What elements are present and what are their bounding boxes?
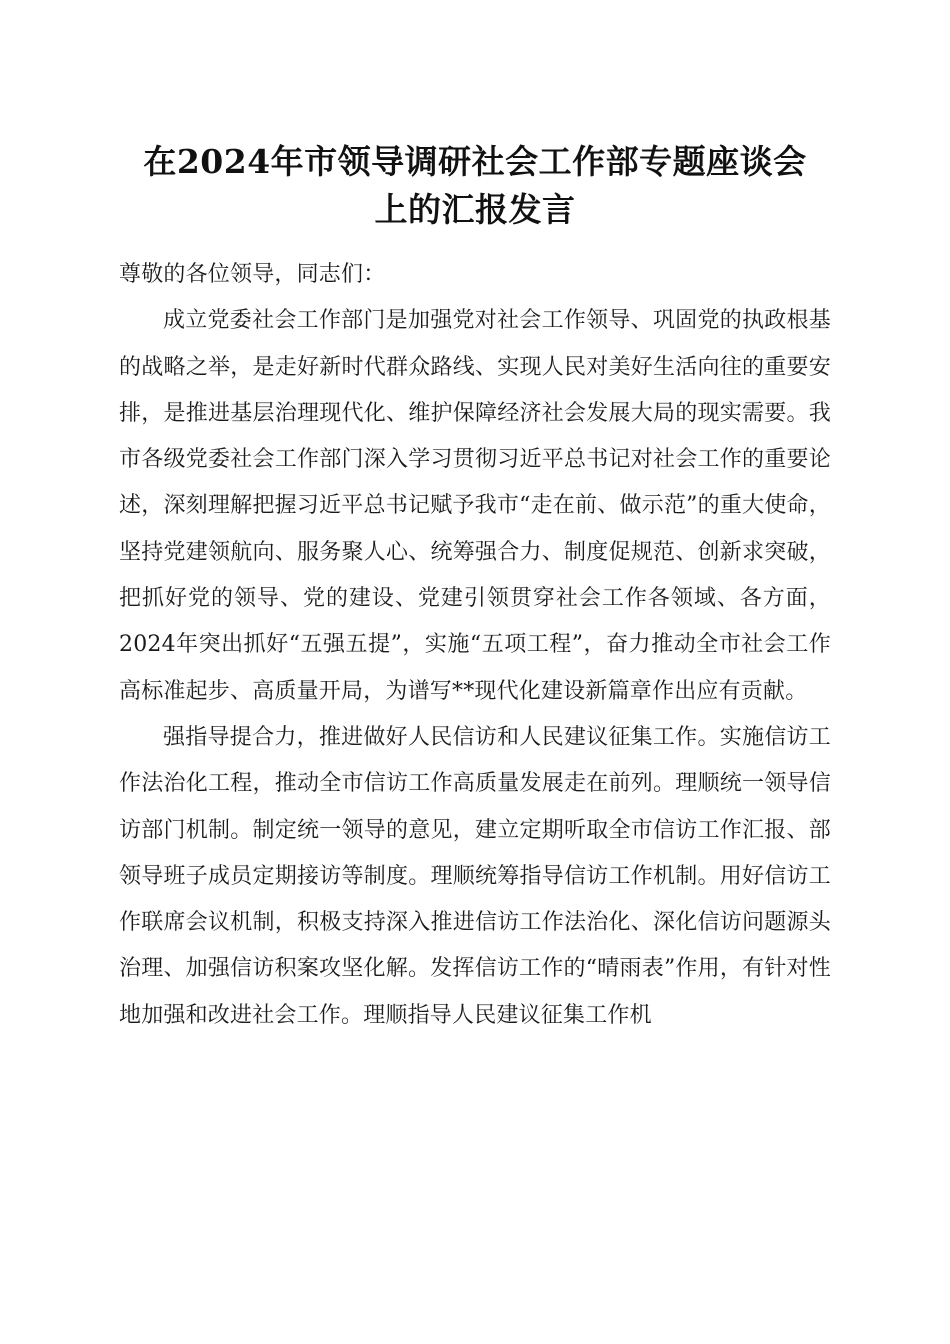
- title-line-2: 上的汇报发言: [374, 190, 576, 229]
- paragraph-2: 强指导提合力，推进做好人民信访和人民建议征集工作。实施信访工作法治化工程，推动全市信访工作高质量发展走在前列。理顺统一领导信访部门机制。制定统一领导的意见，建立定期听取全市信访工作汇报、部领导班子成员定期接访等制度。理顺统筹指导信访工作机制。用好信访工作联席会议机制，积极支持深入推进信访工作法治化、深化信访问题源头治理、加强信访积案攻坚化解。发挥信访工作的“晴雨表”作用，有针对性地加强和改进社会工作。理顺指导人民建议征集工作机: [119, 724, 831, 1028]
- document-body: [119, 252, 831, 1039]
- document-title: [100, 138, 850, 234]
- title-line-1: 在2024年市领导调研社会工作部专题座谈会: [143, 142, 807, 181]
- salutation: 尊敬的各位领导，同志们：: [119, 262, 386, 287]
- paragraph-1: 成立党委社会工作部门是加强党对社会工作领导、巩固党的执政根基的战略之举，是走好新时代群众路线、实现人民对美好生活向往的重要安排，是推进基层治理现代化、维护保障经济社会发展大局的现实需要。我市各级党委社会工作部门深入学习贯彻习近平总书记对社会工作的重要论述，深刻理解把握习近平总书记赋予我市“走在前、做示范”的重大使命，坚持党建领航向、服务聚人心、统筹强合力、制度促规范、创新求突破，把抓好党的领导、党的建设、党建引领贯穿社会工作各领域、各方面，2024年突出抓好“五强五提”，实施“五项工程”，奋力推动全市社会工作高标准起步、高质量开局，为谱写**现代化建设新篇章作出应有贡献。: [119, 308, 831, 704]
